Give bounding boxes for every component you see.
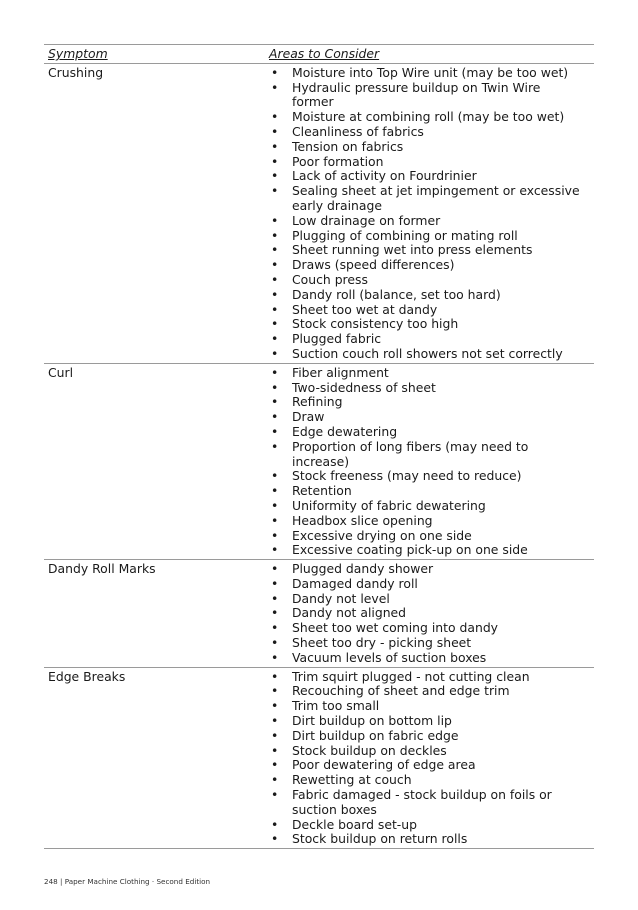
list-item: • Stock freeness (may need to reduce): [269, 469, 594, 484]
list-item: • Dandy not aligned: [269, 606, 594, 621]
list-item: • Dandy roll (balance, set too hard): [269, 288, 594, 303]
page-footer: 248 | Paper Machine Clothing · Second Edition: [44, 877, 211, 886]
table-row: [44, 364, 594, 560]
list-item: • Vacuum levels of suction boxes: [269, 651, 594, 666]
list-item: • Poor formation: [269, 155, 594, 170]
list-item: • Low drainage on former: [269, 214, 594, 229]
list-item: • Draws (speed differences): [269, 258, 594, 273]
table-row: [44, 668, 594, 850]
list-item: • Retention: [269, 484, 594, 499]
list-item: • Excessive drying on one side: [269, 529, 594, 544]
symptom-cell: Edge Breaks: [48, 668, 126, 684]
troubleshooting-table: [44, 44, 594, 849]
list-item: • Sealing sheet at jet impingement or excessive early drainage: [269, 184, 594, 214]
areas-cell: [269, 560, 594, 667]
areas-list: [269, 366, 594, 558]
areas-cell: [269, 64, 594, 363]
list-item: • Tension on fabrics: [269, 140, 594, 155]
header-areas-to-consider: Areas to Consider: [269, 46, 380, 61]
list-item: • Proportion of long fibers (may need to increase): [269, 440, 594, 470]
list-item: • Moisture at combining roll (may be too wet): [269, 110, 594, 125]
symptom-cell: Crushing: [48, 64, 104, 80]
list-item: • Cleanliness of fabrics: [269, 125, 594, 140]
areas-list: [269, 66, 594, 362]
list-item: • Sheet running wet into press elements: [269, 243, 594, 258]
list-item: • Headbox slice opening: [269, 514, 594, 529]
list-item: • Uniformity of fabric dewatering: [269, 499, 594, 514]
list-item: • Stock buildup on deckles: [269, 744, 594, 759]
header-symptom: Symptom: [48, 46, 108, 61]
list-item: • Lack of activity on Fourdrinier: [269, 169, 594, 184]
list-item: • Couch press: [269, 273, 594, 288]
list-item: • Moisture into Top Wire unit (may be too wet): [269, 66, 594, 81]
list-item: • Damaged dandy roll: [269, 577, 594, 592]
table-body: [44, 64, 594, 849]
list-item: • Dirt buildup on fabric edge: [269, 729, 594, 744]
list-item: • Trim too small: [269, 699, 594, 714]
list-item: • Edge dewatering: [269, 425, 594, 440]
list-item: • Trim squirt plugged - not cutting clean: [269, 670, 594, 685]
symptom-cell: Curl: [48, 364, 74, 380]
list-item: • Excessive coating pick-up on one side: [269, 543, 594, 558]
list-item: • Stock consistency too high: [269, 317, 594, 332]
areas-list: [269, 670, 594, 848]
list-item: • Plugging of combining or mating roll: [269, 229, 594, 244]
list-item: • Sheet too dry - picking sheet: [269, 636, 594, 651]
list-item: • Sheet too wet coming into dandy: [269, 621, 594, 636]
list-item: • Two-sidedness of sheet: [269, 381, 594, 396]
list-item: • Dirt buildup on bottom lip: [269, 714, 594, 729]
list-item: • Rewetting at couch: [269, 773, 594, 788]
list-item: • Draw: [269, 410, 594, 425]
symptom-cell: Dandy Roll Marks: [48, 561, 156, 577]
list-item: • Fabric damaged - stock buildup on foils or suction boxes: [269, 788, 594, 818]
list-item: • Dandy not level: [269, 592, 594, 607]
list-item: • Sheet too wet at dandy: [269, 303, 594, 318]
list-item: • Fiber alignment: [269, 366, 594, 381]
list-item: • Poor dewatering of edge area: [269, 758, 594, 773]
areas-cell: [269, 364, 594, 559]
list-item: • Hydraulic pressure buildup on Twin Wire former: [269, 81, 594, 111]
table-row: [44, 64, 594, 364]
list-item: • Recouching of sheet and edge trim: [269, 684, 594, 699]
areas-cell: [269, 668, 594, 849]
list-item: • Deckle board set-up: [269, 818, 594, 833]
areas-list: [269, 562, 594, 666]
list-item: • Plugged fabric: [269, 332, 594, 347]
table-header-row: [44, 45, 594, 64]
list-item: • Suction couch roll showers not set correctly: [269, 347, 594, 362]
list-item: • Plugged dandy shower: [269, 562, 594, 577]
list-item: • Stock buildup on return rolls: [269, 832, 594, 847]
table-row: [44, 560, 594, 668]
list-item: • Refining: [269, 395, 594, 410]
